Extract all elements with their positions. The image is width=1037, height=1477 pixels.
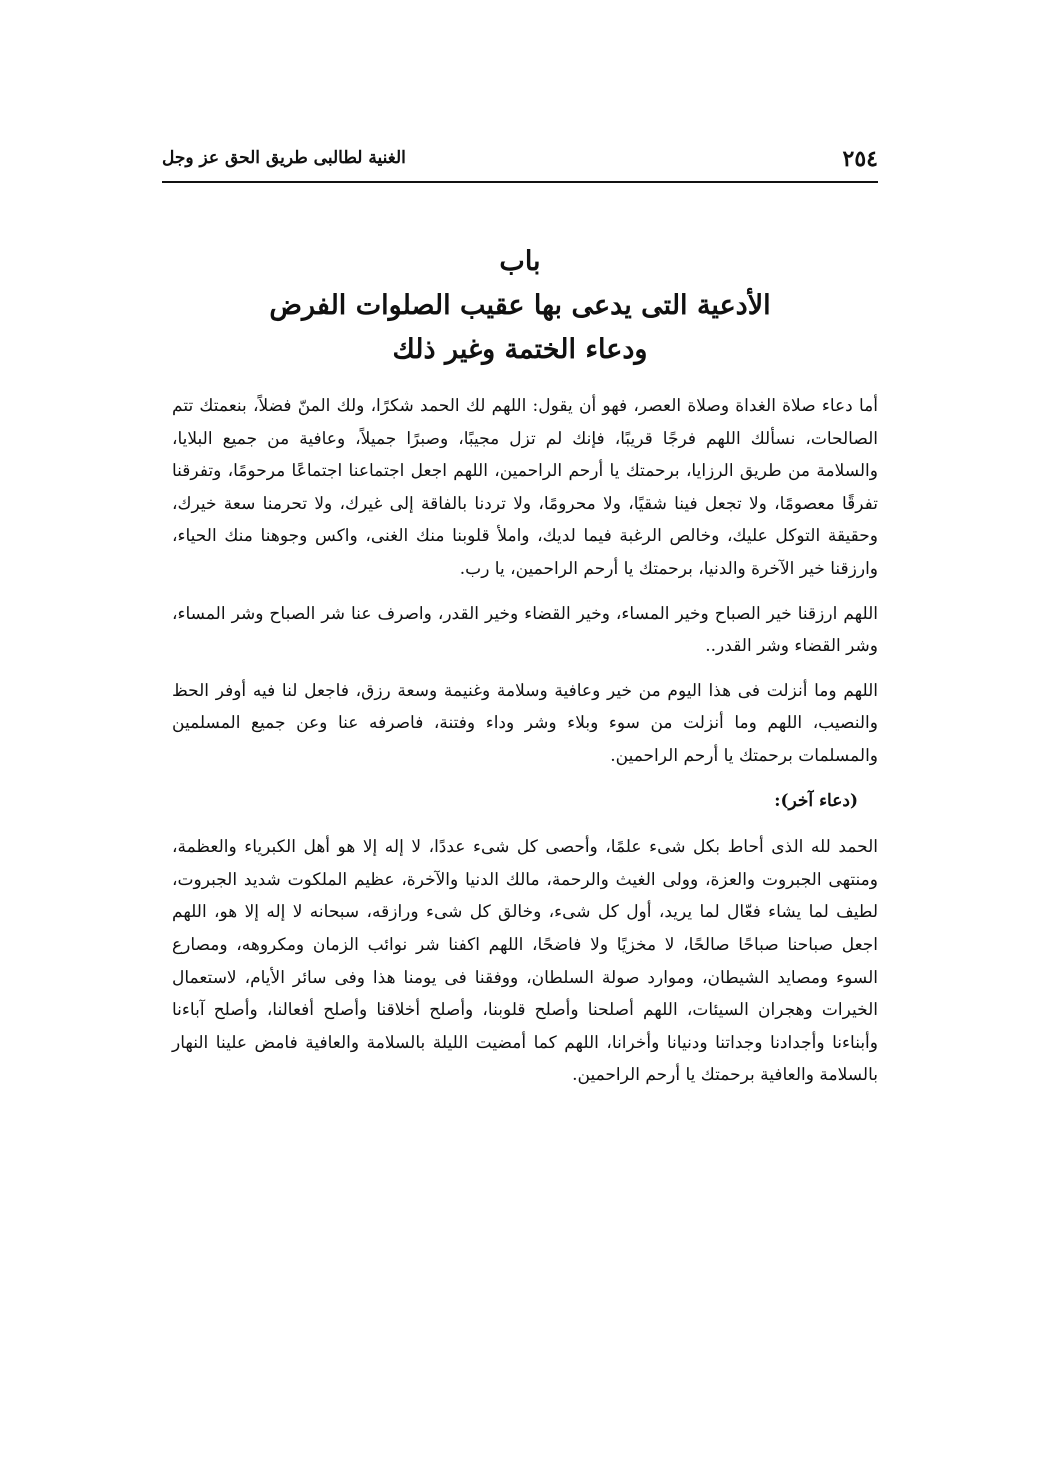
body-text (172, 390, 878, 1104)
paragraph-4: الحمد لله الذى أحاط بكل شىء علمًا، وأحصى كل شىء عددًا، لا إله إلا هو أهل الكبرياء والعظمة، ومنتهى الجبروت والعزة، وولى الغيث والرحمة، مالك الدنيا والآخرة، عظيم الملكوت شديد الجبروت، لطيف لما يشاء فعّال لما يريد، أول كل شىء، وخالق كل شىء ورازقه، سبحانه لا إله إلا هو، اللهم اجعل صباحنا صباحًا صالحًا، لا مخزيًا ولا فاضحًا، اللهم اكفنا شر نوائب الزمان ومكروهه، ومصارع السوء ومصايد الشيطان، وموارد صولة السلطان، ووفقنا فى يومنا هذا وفى سائر الأيام، لاستعمال الخيرات وهجران السيئات، اللهم أصلحنا وأصلح قلوبنا، وأصلح أخلاقنا وأصلح أفعالنا، وأصلح آباءنا وأبناءنا وأجدادنا وجداتنا ودنيانا وأخرانا، اللهم كما أمضيت الليلة بالسلامة والعافية فامض علينا النهار بالسلامة والعافية برحمتك يا أرحم الراحمين. (172, 837, 878, 1086)
paragraph-2: اللهم ارزقنا خير الصباح وخير المساء، وخير القضاء وخير القدر، واصرف عنا شر الصباح وشر المساء، وشر القضاء وشر القدر.. (172, 603, 878, 657)
subheading: (دعاء آخر): (774, 790, 858, 811)
page-number: ٢٥٤ (842, 146, 878, 172)
chapter-label: باب (499, 246, 541, 277)
paragraph-3: اللهم وما أنزلت فى هذا اليوم من خير وعافية وسلامة وغنيمة وسعة رزق، فاجعل لنا فيه أوفر الحظ والنصيب، اللهم وما أنزلت من سوء وبلاء وشر وداء وفتنة، فاصرفه عنا وعن جميع المسلمين والمسلمات برحمتك يا أرحم الراحمين. (172, 680, 878, 766)
chapter-title-line-2: ودعاء الختمة وغير ذلك (392, 334, 648, 365)
running-head (162, 140, 878, 180)
paragraph-1: أما دعاء صلاة الغداة وصلاة العصر، فهو أن يقول: اللهم لك الحمد شكرًا، ولك المنّ فضلاً، بنعمتك تتم الصالحات، نسألك اللهم فرجًا قريبًا، فإنك لم تزل مجيبًا، وصبرًا جميلاً، وعافية من جميع البلايا، والسلامة من طريق الرزايا، برحمتك يا أرحم الراحمين، اللهم اجعل اجتماعنا اجتماعًا مرحومًا، وتفرقنا تفرقًا معصومًا، ولا تجعل فينا شقيًا، ولا محرومًا، ولا تردنا بالفاقة إلى غيرك، ولا تحرمنا سعة خيرك، وحقيقة التوكل عليك، وخالص الرغبة فيما لديك، واملأ قلوبنا منك الغنى، واكس وجوهنا منك الحياء، وارزقنا خير الآخرة والدنيا، برحمتك يا أرحم الراحمين، يا رب. (172, 396, 878, 579)
book-title: الغنية لطالبى طريق الحق عز وجل (162, 148, 406, 168)
header-rule (162, 181, 878, 183)
chapter-title-line-1: الأدعية التى يدعى بها عقيب الصلوات الفرض (269, 290, 771, 321)
chapter-heading (162, 240, 878, 372)
